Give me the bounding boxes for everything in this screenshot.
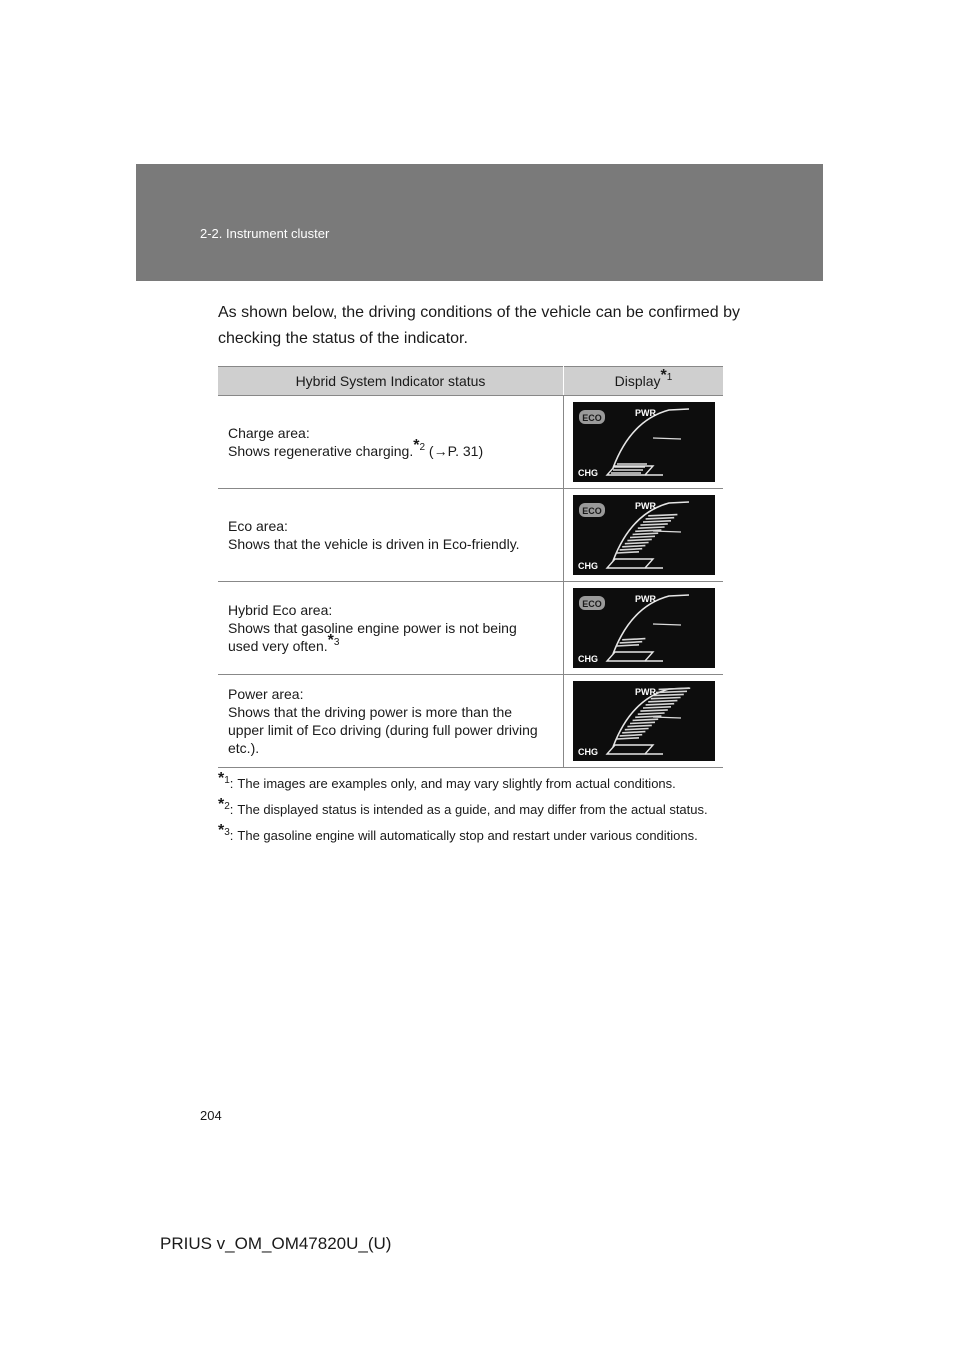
table-row bbox=[218, 582, 723, 675]
page-number: 204 bbox=[200, 1108, 222, 1123]
section-label: 2-2. Instrument cluster bbox=[200, 226, 330, 241]
eco-label: ECO bbox=[581, 413, 602, 423]
display-cell bbox=[564, 396, 724, 489]
chg-label: CHG bbox=[577, 747, 598, 757]
page-reference-link[interactable]: (→P. 31) bbox=[428, 443, 484, 459]
hybrid-indicator-image bbox=[573, 681, 715, 761]
footnote-ref: *3 bbox=[327, 632, 340, 650]
display-cell bbox=[564, 582, 724, 675]
footnotes bbox=[218, 769, 737, 852]
hybrid-indicator-image bbox=[573, 495, 715, 575]
status-title: Hybrid Eco area: bbox=[228, 602, 333, 618]
table-row bbox=[218, 675, 723, 768]
status-table bbox=[218, 366, 723, 768]
status-description bbox=[218, 582, 564, 675]
chg-label: CHG bbox=[577, 561, 598, 571]
status-detail: Shows regenerative charging.$^{*2}$ (→P. 31) bbox=[228, 437, 484, 459]
footnote: $^{*3}$: The gasoline engine will automatically stop and restart under various conditions. bbox=[218, 821, 698, 843]
column-header-display: Display$^{*1}$ bbox=[564, 367, 724, 396]
document-id: PRIUS v_OM_OM47820U_(U) bbox=[160, 1234, 392, 1253]
status-detail: Shows that gasoline engine power is not being bbox=[228, 620, 517, 636]
table-row bbox=[218, 396, 723, 489]
column-header-status: Hybrid System Indicator status bbox=[218, 367, 564, 396]
pwr-label: PWR bbox=[634, 408, 656, 418]
table-row bbox=[218, 489, 723, 582]
status-description bbox=[218, 396, 564, 489]
display-cell bbox=[564, 489, 724, 582]
chg-label: CHG bbox=[577, 654, 598, 664]
status-description bbox=[218, 489, 564, 582]
status-description bbox=[218, 675, 564, 768]
status-detail: Shows that the driving power is more than the bbox=[228, 704, 513, 720]
footnote-ref: *1 bbox=[660, 367, 673, 385]
status-detail: upper limit of Eco driving (during full power driving etc.). bbox=[228, 722, 538, 756]
intro-paragraph: As shown below, the driving conditions of the vehicle can be confirmed by checking the status of the indicator. bbox=[218, 304, 740, 347]
display-cell bbox=[564, 675, 724, 768]
status-title: Charge area: bbox=[228, 425, 310, 441]
chg-label: CHG bbox=[577, 468, 598, 478]
status-detail: Shows that the vehicle is driven in Eco-friendly. bbox=[228, 536, 520, 552]
header-band bbox=[136, 164, 823, 281]
status-title: Eco area: bbox=[228, 518, 288, 534]
status-detail: used very often.$^{*3}$ bbox=[228, 632, 340, 654]
hybrid-indicator-image bbox=[573, 402, 715, 482]
hybrid-indicator-image bbox=[573, 588, 715, 668]
pwr-label: PWR bbox=[634, 687, 656, 697]
pwr-label: PWR bbox=[634, 501, 656, 511]
eco-label: ECO bbox=[581, 599, 602, 609]
eco-label: ECO bbox=[581, 506, 602, 516]
footnote-ref: *2 bbox=[413, 437, 426, 455]
footnote: $^{*2}$: The displayed status is intended as a guide, and may differ from the actual status. bbox=[218, 795, 708, 817]
pwr-label: PWR bbox=[634, 594, 656, 604]
status-title: Power area: bbox=[228, 686, 304, 702]
table-header-row bbox=[218, 367, 723, 396]
footnote: $^{*1}$: The images are examples only, and may vary slightly from actual conditions. bbox=[218, 769, 676, 791]
